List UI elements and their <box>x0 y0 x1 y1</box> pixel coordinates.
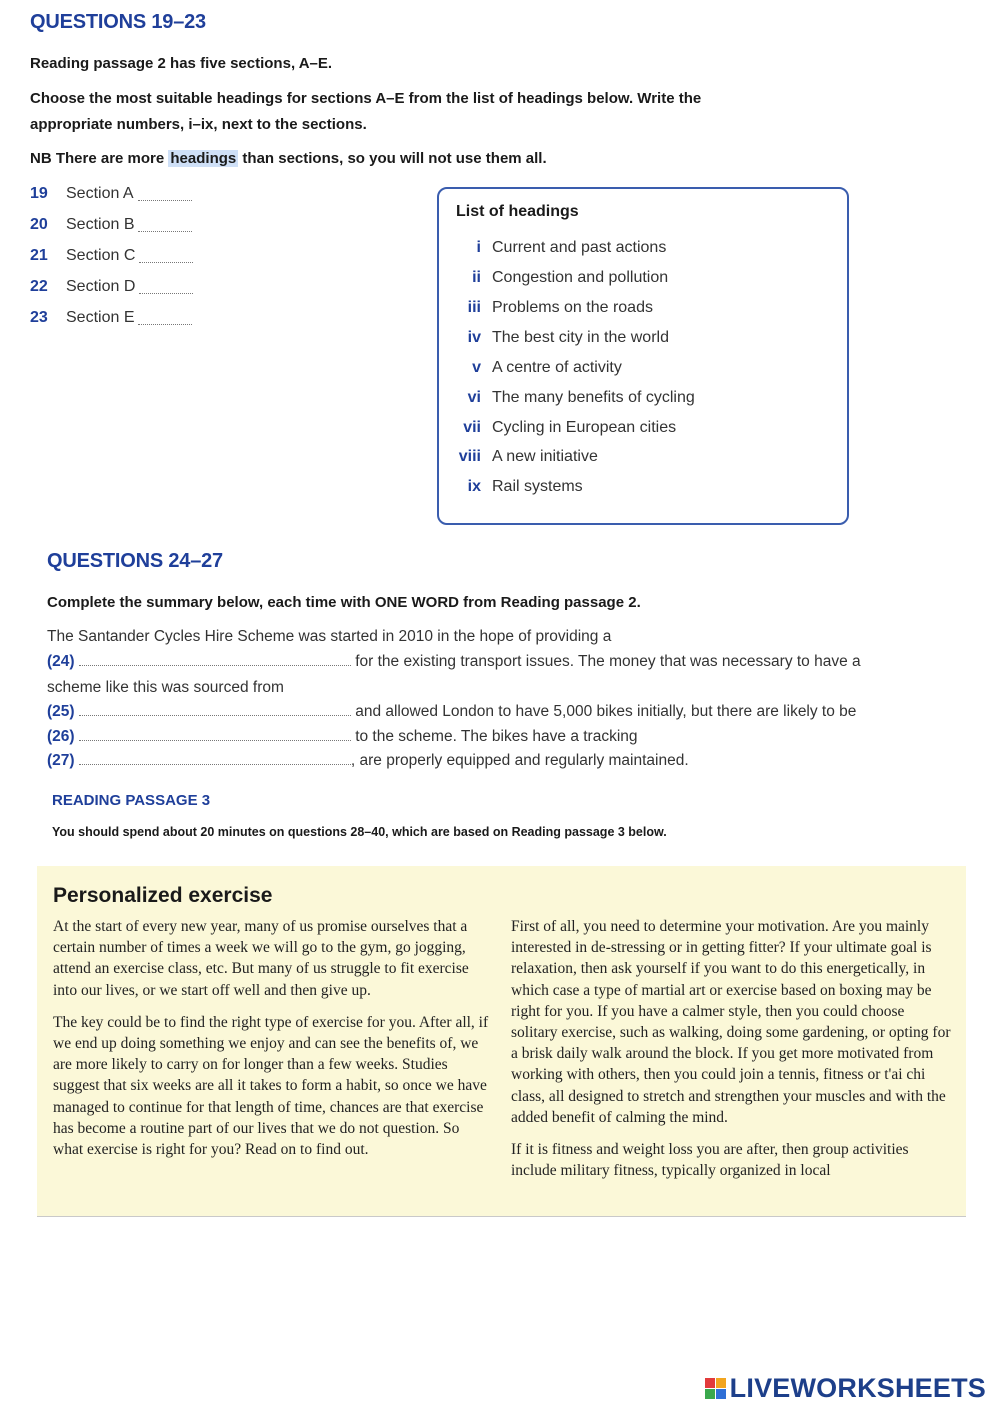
passage-paragraph: If it is fitness and weight loss you are after, then group activities include military fitness, typically organized in local <box>511 1141 909 1180</box>
section-label: Section D <box>66 277 136 295</box>
summary-line-1: The Santander Cycles Hire Scheme was started in 2010 in the hope of providing a <box>47 628 612 645</box>
question-number: 22 <box>30 277 48 295</box>
answer-blank-20[interactable] <box>138 217 192 232</box>
heading-numeral: ii <box>472 269 481 286</box>
summary-text: , are properly equipped and regularly maintained. <box>350 752 689 769</box>
heading-item-iv <box>439 325 849 351</box>
answer-blank-23[interactable] <box>138 310 192 325</box>
passage-paragraph: The key could be to find the right type of exercise for you. After all, if we end up doing something we enjoy and can see the benefits of, we are more likely to carry on for longer than a few weeks. Studies suggest that six weeks are all it takes to form a habit, so once we have managed to continue for that length of time, chances are that exercise has become a routine part of our lives that we do not question. So what exercise is right for you? Read on to find out. <box>53 1013 489 1159</box>
heading-item-v <box>439 355 849 381</box>
heading-text: Rail systems <box>492 478 583 495</box>
heading-item-vi <box>439 385 849 411</box>
question-row-20 <box>30 209 193 240</box>
question-row-19 <box>30 178 193 209</box>
heading-item-ix <box>439 474 849 500</box>
answer-blank-26[interactable] <box>79 728 351 741</box>
reading-passage-3-instruction: You should spend about 20 minutes on questions 28–40, which are based on Reading passage 3 below. <box>52 825 667 839</box>
liveworksheets-logo <box>705 1373 986 1404</box>
nb-highlight: headings <box>170 150 237 167</box>
summary-text: to the scheme. The bikes have a tracking <box>355 728 638 745</box>
heading-numeral: iii <box>467 299 481 316</box>
section-label: Section B <box>66 215 135 233</box>
nb-note-start: NB There are more <box>30 150 169 167</box>
heading-text: Current and past actions <box>492 239 667 256</box>
section-label: Section A <box>66 184 134 202</box>
questions-19-23-heading: QUESTIONS 19–23 <box>30 11 206 33</box>
summary-line-25 <box>47 703 947 721</box>
heading-numeral: iv <box>467 329 481 346</box>
answer-blank-24[interactable] <box>79 653 351 666</box>
passage-panel <box>37 866 966 1217</box>
logo-text: LIVEWORKSHEETS <box>729 1373 986 1403</box>
logo-mark-icon <box>705 1378 726 1399</box>
questions-24-27-heading: QUESTIONS 24–27 <box>47 550 223 572</box>
summary-text: and allowed London to have 5,000 bikes initially, but there are likely to be <box>355 703 857 720</box>
nb-note <box>30 146 547 172</box>
answer-blank-22[interactable] <box>139 279 193 294</box>
question-row-21 <box>30 240 193 271</box>
heading-numeral: v <box>472 359 481 376</box>
heading-item-iii <box>439 295 849 321</box>
summary-text: for the existing transport issues. The money that was necessary to have a <box>355 653 861 670</box>
question-number-27: (27) <box>47 752 75 769</box>
question-number: 20 <box>30 215 48 233</box>
heading-text: Problems on the roads <box>492 299 653 316</box>
heading-text: Congestion and pollution <box>492 269 669 286</box>
answer-blank-19[interactable] <box>138 186 192 201</box>
answer-blank-21[interactable] <box>139 248 193 263</box>
question-number-26: (26) <box>47 728 75 745</box>
question-number: 23 <box>30 308 48 326</box>
heading-text: A new initiative <box>492 448 598 465</box>
instruction-sections: Reading passage 2 has five sections, A–E. <box>30 55 333 72</box>
nb-note-end: than sections, so you will not use them all. <box>238 150 547 167</box>
heading-item-vii <box>439 415 849 441</box>
question-number-25: (25) <box>47 703 75 720</box>
question-number-24: (24) <box>47 653 75 670</box>
heading-text: Cycling in European cities <box>492 419 677 436</box>
section-question-list <box>30 178 193 333</box>
passage-title: Personalized exercise <box>53 884 273 907</box>
instruction-write: appropriate numbers, i–ix, next to the sections. <box>30 116 367 133</box>
heading-item-viii <box>439 444 849 470</box>
heading-numeral: ix <box>467 478 481 495</box>
question-number: 19 <box>30 184 48 202</box>
instruction-choose: Choose the most suitable headings for sections A–E from the list of headings below. Write the <box>30 90 702 107</box>
heading-text: A centre of activity <box>492 359 622 376</box>
heading-text: The many benefits of cycling <box>492 389 695 406</box>
question-number: 21 <box>30 246 48 264</box>
heading-item-ii <box>439 265 849 291</box>
summary-line-24 <box>47 653 947 671</box>
answer-blank-27[interactable] <box>79 752 351 765</box>
question-row-22 <box>30 271 193 302</box>
summary-line-26 <box>47 728 947 746</box>
summary-line-27 <box>47 752 947 770</box>
section-label: Section E <box>66 308 135 326</box>
heading-numeral: vii <box>463 419 481 436</box>
passage-paragraph: First of all, you need to determine your motivation. Are you mainly interested in de-stressing or in getting fitter? If your ultimate goal is relaxation, then ask yourself if you want to do this energetically, in which case a type of martial art or exercise based on boxing may be right for you. If you have a calmer style, then you could choose solitary exercise, such as walking, doing some gardening, or opting for a brisk daily walk around the block. If you get more motivated from working with others, then you could join a tennis, fitness or t'ai chi class, all designed to stretch and strengthen your muscles and with the added benefit of calming the mind. <box>511 918 951 1126</box>
passage-right-column <box>511 916 951 1192</box>
passage-left-column <box>53 916 491 1171</box>
heading-text: The best city in the world <box>492 329 669 346</box>
section-label: Section C <box>66 246 136 264</box>
list-of-headings-box <box>437 187 849 525</box>
reading-passage-3-heading: READING PASSAGE 3 <box>52 792 211 809</box>
list-of-headings-title: List of headings <box>456 203 579 220</box>
question-row-23 <box>30 302 193 333</box>
heading-numeral: viii <box>458 448 481 465</box>
heading-numeral: i <box>476 239 481 256</box>
heading-item-i <box>439 235 849 261</box>
heading-numeral: vi <box>467 389 481 406</box>
summary-line-3: scheme like this was sourced from <box>47 679 284 696</box>
answer-blank-25[interactable] <box>79 703 351 716</box>
summary-instruction: Complete the summary below, each time with ONE WORD from Reading passage 2. <box>47 594 641 611</box>
passage-paragraph: At the start of every new year, many of us promise ourselves that a certain number of times a week we will go to the gym, go jogging, attend an exercise class, etc. But many of us struggle to fit exercise into our lives, or we start off well and then give up. <box>53 918 469 999</box>
